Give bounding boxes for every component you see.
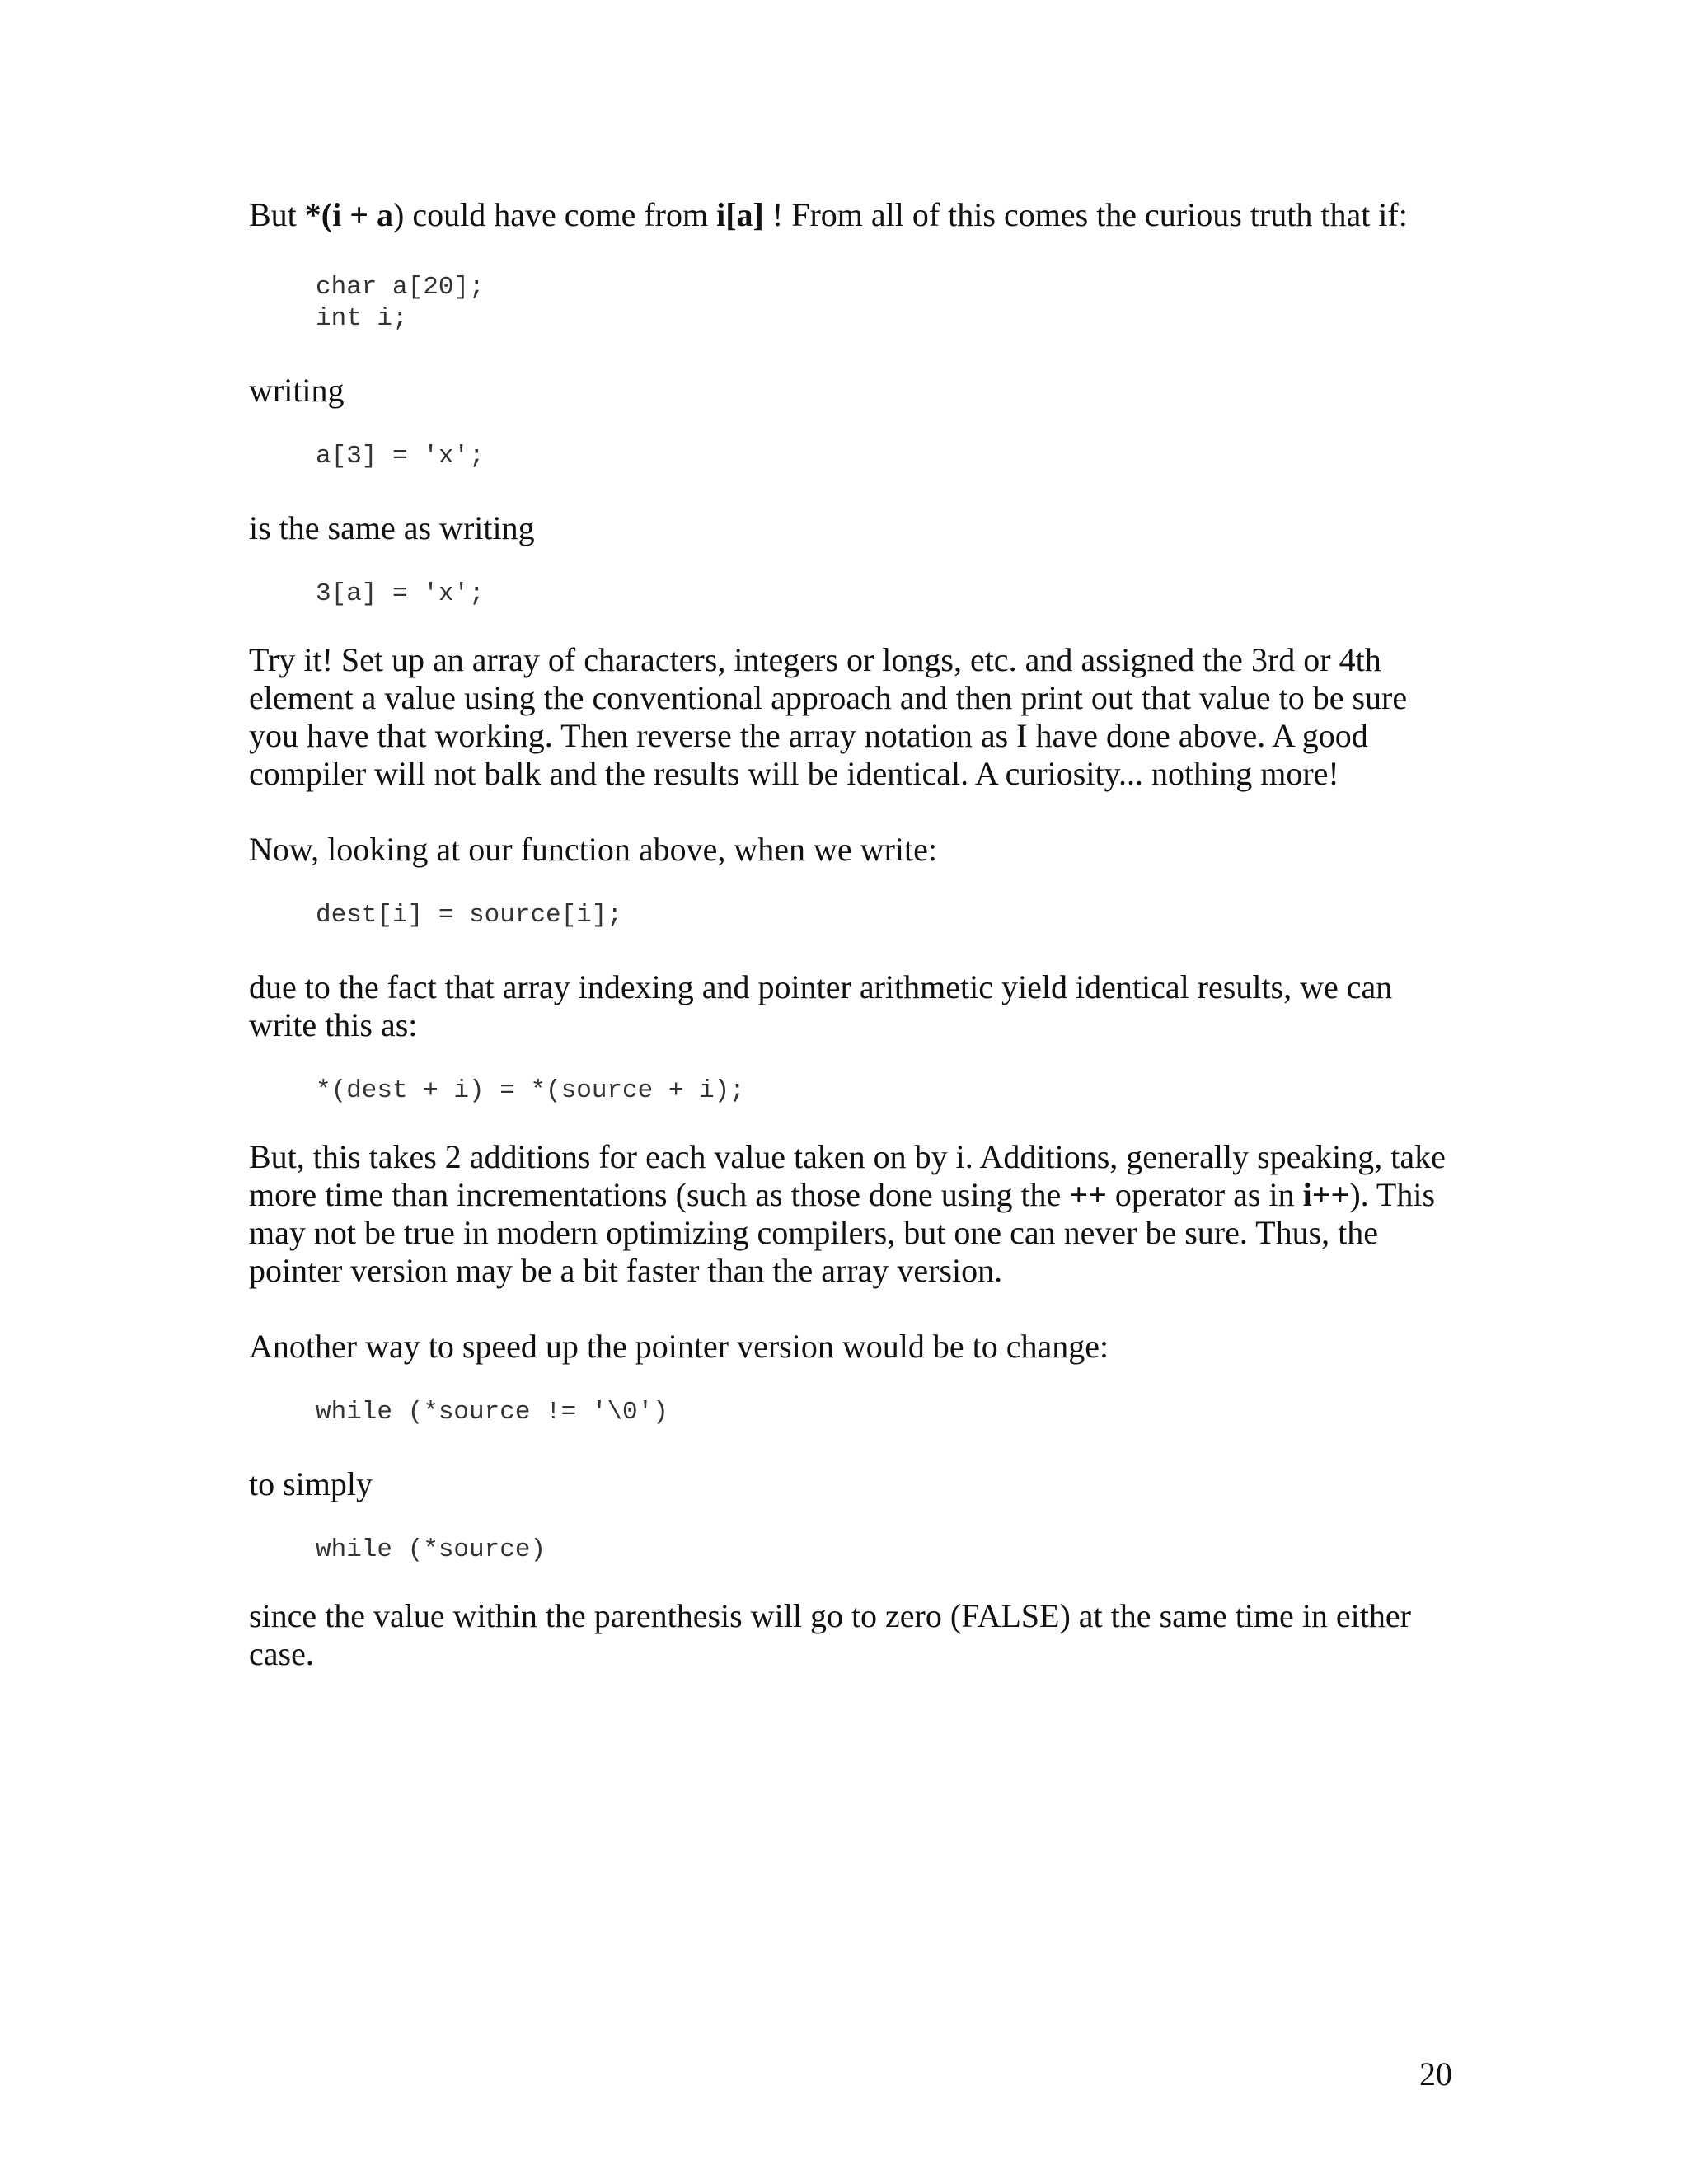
code-reversed-assign: 3[a] = 'x';: [316, 579, 485, 608]
code-pointer-assign: *(dest + i) = *(source + i);: [316, 1076, 745, 1105]
additions-bold-increment: i++: [1302, 1176, 1350, 1213]
additions-bold-operator: ++: [1069, 1176, 1107, 1213]
since-paragraph: since the value within the parenthesis will go to zero (FALSE) at the same time in either case.: [249, 1597, 1411, 1672]
additions-text-1: But, this takes 2 additions for each value taken on by i. Additions, generally speaking, take more time than incrementations (such as those done using the: [249, 1138, 1446, 1213]
intro-paragraph: [249, 196, 1452, 234]
intro-text-3: ! From all of this comes the curious truth that if:: [763, 196, 1408, 233]
now-looking-paragraph: Now, looking at our function above, when we write:: [249, 831, 937, 868]
code-dest-assign: dest[i] = source[i];: [316, 901, 623, 930]
due-to-paragraph: due to the fact that array indexing and pointer arithmetic yield identical results, we can write this as:: [249, 968, 1393, 1043]
code-while-compare: while (*source != '\0'): [316, 1398, 668, 1427]
same-as-label: is the same as writing: [249, 509, 535, 546]
intro-text-1: But: [249, 196, 305, 233]
try-it-paragraph: Try it! Set up an array of characters, integers or longs, etc. and assigned the 3rd or 4th element a value using the conventional approach and then print out that value to be sure you have that working. Then reverse the array notation as I have done above. A good compiler will not balk and the results will be identical. A curiosity... nothing more!: [249, 641, 1408, 792]
additions-paragraph: [249, 1138, 1452, 1290]
another-way-paragraph: Another way to speed up the pointer version would be to change:: [249, 1328, 1109, 1365]
intro-bold-index-expr: i[a]: [716, 196, 764, 233]
additions-text-3: ). This may not be true in modern optimizing compilers, but one can never be sure. Thus, the pointer version may be a bit faster than the array version.: [249, 1176, 1436, 1289]
code-while-simple: while (*source): [316, 1535, 546, 1564]
page-content: [249, 196, 1452, 1673]
to-simply-label: to simply: [249, 1465, 373, 1502]
code-array-assign: a[3] = 'x';: [316, 442, 485, 471]
code-declarations: [249, 272, 1452, 335]
page-number: 20: [1419, 2055, 1452, 2093]
intro-text-2: ) could have come from: [393, 196, 717, 233]
intro-bold-pointer-expr: *(i + a: [304, 196, 394, 233]
additions-text-2: operator as in: [1106, 1176, 1303, 1213]
code-line-int-decl: int i;: [316, 304, 408, 333]
code-line-char-decl: char a[20];: [316, 273, 485, 302]
writing-label: writing: [249, 372, 345, 409]
